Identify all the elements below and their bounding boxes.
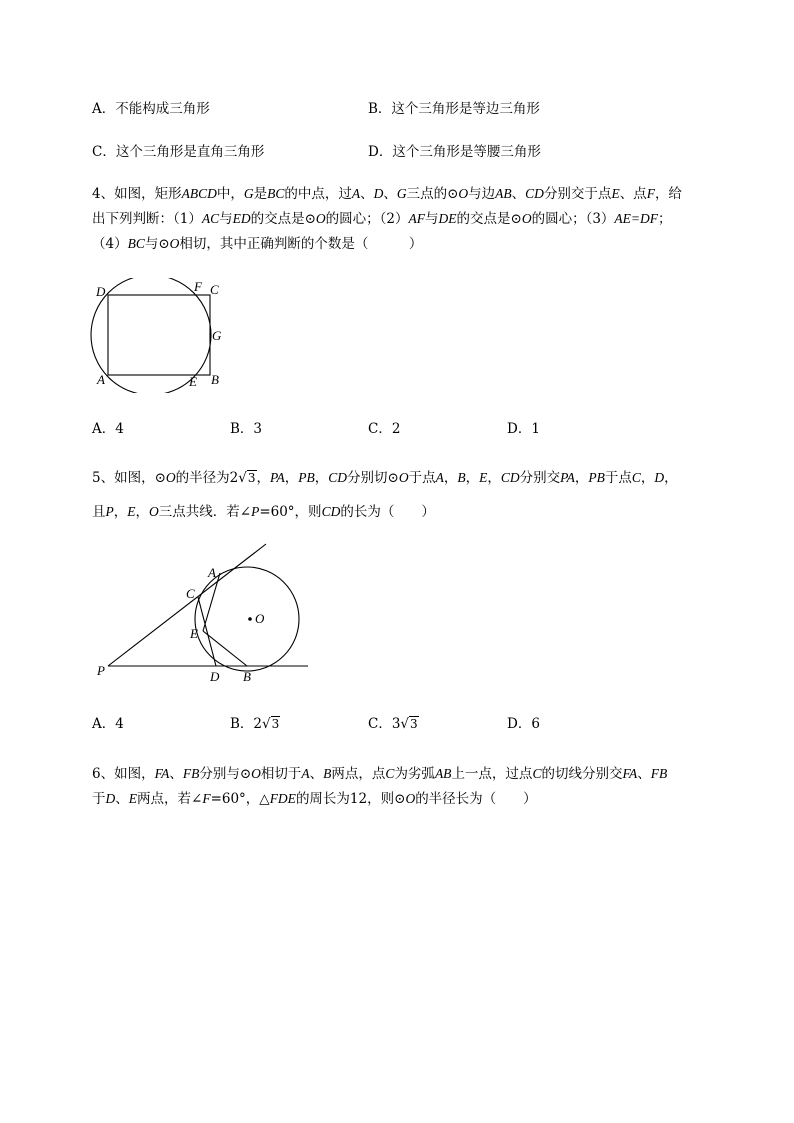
q3-option-b: B．这个三角形是等边三角形: [368, 101, 540, 117]
q5-option-a: A．4: [92, 716, 124, 732]
q5-tangent-cd: [198, 597, 216, 666]
q4-label-b: B: [211, 372, 219, 387]
q4-stem-line2: 出下列判断：（1）AC与ED的交点是⊙O的圆心；（2）AF与DE的交点是⊙O的圆心；（3）AE=DF；: [92, 211, 672, 227]
q5-figure: [92, 540, 312, 685]
q5-label-o: O: [255, 611, 265, 626]
q4-label-g: G: [212, 328, 222, 343]
q4-option-a: A．4: [92, 421, 124, 437]
q5-circle: [195, 567, 299, 671]
q3-option-a: A．不能构成三角形: [92, 101, 210, 117]
q5-tangent-pa: [108, 544, 266, 666]
q4-figure: [88, 278, 238, 393]
q4-label-f: F: [194, 279, 202, 294]
q4-label-a: A: [97, 372, 105, 387]
q5-sqrt3: √3: [238, 470, 256, 486]
q5-label-e: E: [190, 626, 198, 641]
q4-option-b: B．3: [230, 421, 263, 437]
q5-label-b: B: [243, 669, 251, 684]
q5-label-a: A: [208, 565, 216, 580]
q3-option-c: C．这个三角形是直角三角形: [92, 144, 265, 160]
q5-label-d: D: [210, 669, 220, 684]
q5-center-dot: [248, 617, 252, 621]
q5-label-c: C: [186, 586, 195, 601]
q3-option-d: D．这个三角形是等腰三角形: [368, 144, 541, 160]
q6-stem-line1: 6、如图，FA、FB分别与⊙O相切于A、B两点，点C为劣弧AB上一点，过点C的切线分别交FA、FB: [92, 766, 668, 782]
q5-stem-line2: 且P，E，O三点共线．若∠P=60°，则CD的长为（ ）: [92, 504, 435, 520]
q4-option-d: D．1: [507, 421, 540, 437]
q4-option-c: C．2: [368, 421, 401, 437]
q4-label-e: E: [189, 374, 197, 389]
q5-option-b: B．2√3: [230, 716, 280, 732]
q4-label-c: C: [210, 282, 219, 297]
q4-rectangle: [108, 295, 210, 375]
q5-chord-eb: [203, 631, 247, 666]
q5-stem-line1: 5、如图，⊙O的半径为2√3，PA，PB，CD分别切⊙O于点A，B，E，CD分别交PA，PB于点C，D，: [92, 470, 678, 486]
q5-option-c: C．3√3: [368, 716, 418, 732]
q6-stem-line2: 于D、E两点，若∠F=60°，△FDE的周长为12，则⊙O的半径长为（ ）: [92, 791, 537, 807]
q4-stem-line1: 4、如图，矩形ABCD中，G是BC的中点，过A、D、G三点的⊙O与边AB、CD分别交于点E、点F，给: [92, 186, 682, 202]
q5-option-d: D．6: [507, 716, 540, 732]
q5-label-p: P: [97, 663, 105, 678]
q4-label-d: D: [96, 284, 106, 299]
q4-stem-line3: （4）BC与⊙O相切，其中正确判断的个数是（ ）: [92, 236, 423, 252]
